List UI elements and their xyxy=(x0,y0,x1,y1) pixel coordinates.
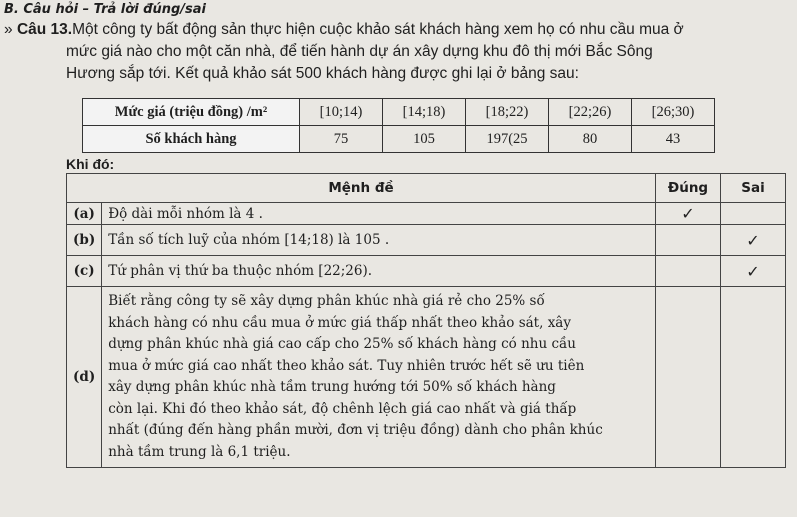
true-checkbox[interactable] xyxy=(656,203,721,225)
statement-line: xây dựng phân khúc nhà tầm trung hướng tới 50% số khách hàng xyxy=(108,379,556,395)
statement-line: nhất (đúng đến hàng phần mười, đơn vị triệu đồng) dành cho phân khúc xyxy=(108,422,603,438)
survey-cell: [26;30) xyxy=(632,99,715,126)
statement-line: dựng phân khúc nhà giá cao cấp cho 25% số khách hàng có nhu cầu xyxy=(108,336,576,352)
survey-cell: [14;18) xyxy=(383,99,466,126)
statement-text: Độ dài mỗi nhóm là 4 . xyxy=(102,203,656,225)
statement-label: (d) xyxy=(67,287,102,468)
statement-text: Tần số tích luỹ của nhóm [14;18) là 105 . xyxy=(102,225,656,256)
false-checkbox[interactable] xyxy=(721,225,786,256)
question-text-1: Một công ty bất động sản thực hiện cuộc khảo sát khách hàng xem họ có nhu cầu mua ở xyxy=(72,21,684,38)
survey-header-price: Mức giá (triệu đồng) /m² xyxy=(83,99,300,126)
true-checkbox[interactable] xyxy=(656,287,721,468)
header-statement: Mệnh đề xyxy=(67,174,656,203)
statement-label: (b) xyxy=(67,225,102,256)
false-checkbox[interactable] xyxy=(721,256,786,287)
statement-line: mua ở mức giá cao nhất theo khảo sát. Tuy nhiên trước hết sẽ ưu tiên xyxy=(108,357,585,374)
question-line-2: mức giá nào cho một căn nhà, để tiến hành dự án xây dựng khu đô thị mới Bắc Sông xyxy=(66,43,653,60)
statement-row-d xyxy=(67,287,786,468)
survey-table xyxy=(82,98,715,153)
survey-cell: [22;26) xyxy=(549,99,632,126)
survey-row-customers xyxy=(83,126,715,153)
statement-line: khách hàng có nhu cầu mua ở mức giá thấp nhất theo khảo sát, xây xyxy=(108,314,571,331)
bullet-icon: » xyxy=(4,21,17,38)
statement-row-a xyxy=(67,203,786,225)
false-checkbox[interactable] xyxy=(721,287,786,468)
section-title: B. Câu hỏi – Trả lời đúng/sai xyxy=(4,2,207,17)
true-checkbox[interactable] xyxy=(656,256,721,287)
survey-header-customers: Số khách hàng xyxy=(83,126,300,153)
survey-cell: 75 xyxy=(300,126,383,153)
statement-line: còn lại. Khi đó theo khảo sát, độ chênh lệch giá cao nhất và giá thấp xyxy=(108,400,577,417)
check-icon: ✓ xyxy=(681,204,695,223)
statement-text: Tứ phân vị thứ ba thuộc nhóm [22;26). xyxy=(102,256,656,287)
survey-cell: [10;14) xyxy=(300,99,383,126)
header-false: Sai xyxy=(721,174,786,203)
statement-line: Biết rằng công ty sẽ xây dựng phân khúc nhà giá rẻ cho 25% số xyxy=(108,293,545,309)
statement-row-b xyxy=(67,225,786,256)
statement-row-c xyxy=(67,256,786,287)
survey-cell: 105 xyxy=(383,126,466,153)
statement-text xyxy=(102,287,656,468)
survey-cell: [18;22) xyxy=(466,99,549,126)
question-line-1 xyxy=(4,21,684,39)
check-icon: ✓ xyxy=(746,230,760,250)
survey-cell: 43 xyxy=(632,126,715,153)
false-checkbox[interactable] xyxy=(721,203,786,225)
survey-cell: 80 xyxy=(549,126,632,153)
survey-row-price xyxy=(83,99,715,126)
statement-line: nhà tầm trung là 6,1 triệu. xyxy=(108,443,291,460)
khi-do-label: Khi đó: xyxy=(66,156,115,172)
question-label: Câu 13. xyxy=(16,21,73,38)
check-icon: ✓ xyxy=(746,261,760,281)
header-true: Đúng xyxy=(656,174,721,203)
true-checkbox[interactable] xyxy=(656,225,721,256)
statements-header-row xyxy=(67,174,786,203)
statement-label: (c) xyxy=(67,256,102,287)
statements-table xyxy=(66,173,786,468)
question-line-3: Hương sắp tới. Kết quả khảo sát 500 khách hàng được ghi lại ở bảng sau: xyxy=(66,65,579,82)
statement-label: (a) xyxy=(67,203,102,225)
survey-cell: 197(25 xyxy=(466,126,549,153)
